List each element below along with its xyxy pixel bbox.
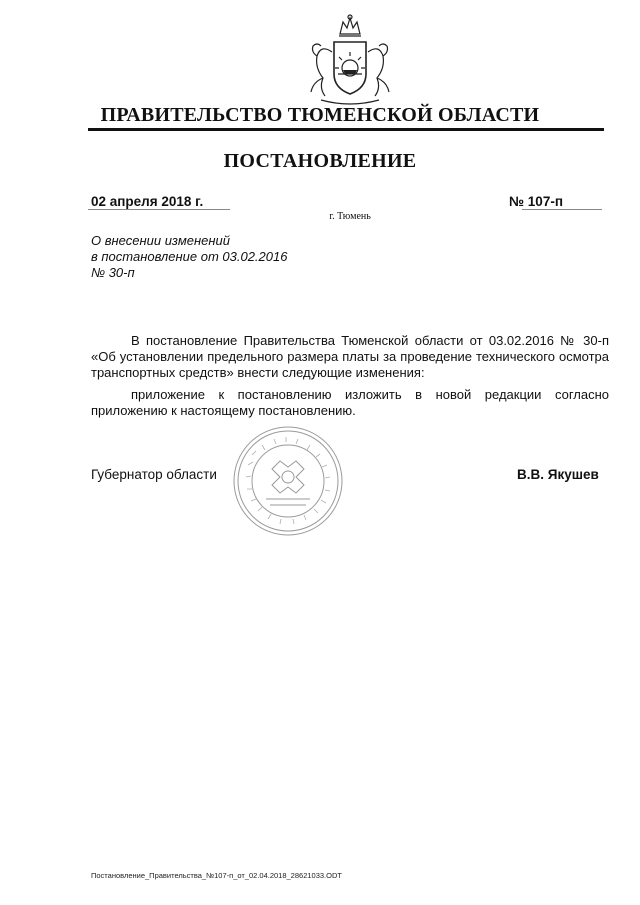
subject-line: № 30-п [91, 265, 135, 280]
header-divider [88, 128, 604, 131]
coat-of-arms-icon [303, 12, 397, 108]
document-date: 02 апреля 2018 г. [91, 194, 204, 209]
number-underline [522, 209, 602, 210]
signatory-title: Губернатор области [91, 467, 217, 482]
government-title: ПРАВИТЕЛЬСТВО ТЮМЕНСКОЙ ОБЛАСТИ [100, 104, 540, 126]
city: г. Тюмень [329, 211, 371, 222]
document-subject [91, 233, 287, 281]
subject-line: О внесении изменений [91, 233, 230, 248]
document-number: № 107-п [509, 194, 563, 209]
round-seal-stamp [232, 425, 344, 537]
footer-filename: Постановление_Правительства_№107-п_от_02.04.2018_28621033.ODT [91, 871, 342, 880]
signatory-name: В.В. Якушев [517, 467, 599, 482]
document-type: ПОСТАНОВЛЕНИЕ [223, 150, 417, 172]
subject-line: в постановление от 03.02.2016 [91, 249, 288, 264]
date-underline [88, 209, 230, 210]
body-paragraph: приложение к постановлению изложить в новой редакции согласно приложению к настоящему постановлению. [91, 387, 609, 418]
body-paragraph: В постановление Правительства Тюменской области от 03.02.2016 № 30-п «Об установлении предельного размера платы за проведение технического осмотра транспортных средств» внести следующие изменения: [91, 333, 609, 380]
